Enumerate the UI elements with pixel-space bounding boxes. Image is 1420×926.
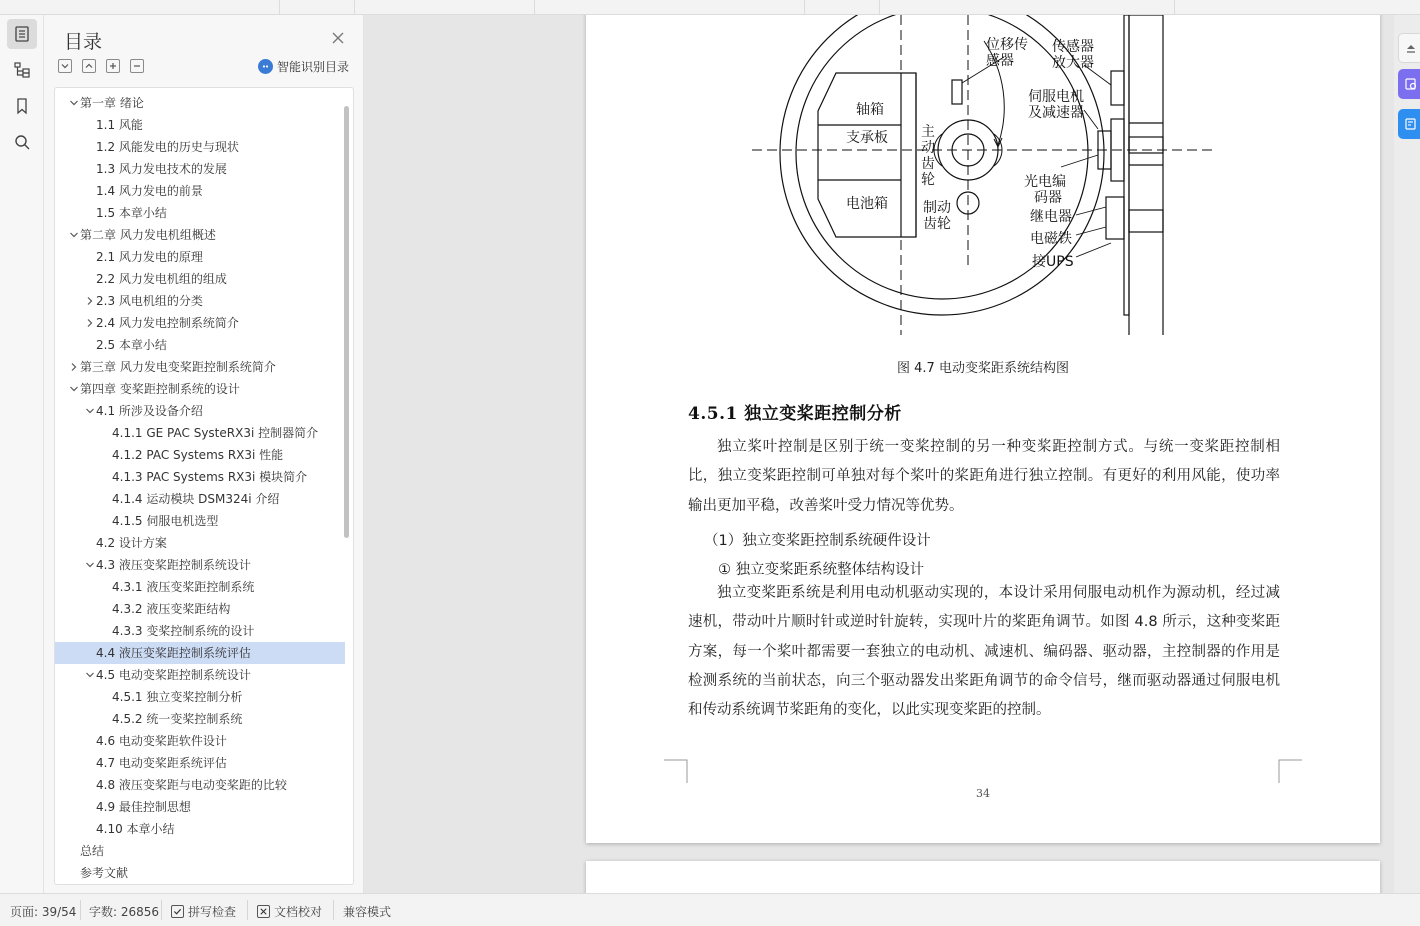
label-main-gear-3: 齿 (921, 156, 935, 172)
toc-item[interactable] (55, 202, 345, 224)
toc-panel (44, 15, 364, 893)
close-icon[interactable] (331, 31, 345, 45)
add-heading-button[interactable] (106, 59, 120, 73)
label-sensor-amplifier-1: 传感器 (1052, 39, 1094, 55)
toolbar-segment (535, 0, 805, 14)
pitch-system-diagram (746, 15, 1226, 335)
label-encoder-1: 光电编 (1024, 174, 1066, 190)
toc-item-label: 2.5 本章小结 (96, 338, 167, 352)
toolbar-segment (880, 0, 1175, 14)
page-number: 34 (976, 787, 990, 800)
toc-item-label: 4.1.3 PAC Systems RX3i 模块简介 (112, 470, 308, 484)
expand-all-button[interactable] (82, 59, 96, 73)
word-count-text: 字数: 26856 (89, 905, 160, 919)
toc-item-label: 1.1 风能 (96, 118, 143, 132)
next-page (586, 861, 1380, 893)
toc-item-label: 4.5.2 统一变桨控制系统 (112, 712, 243, 726)
toc-item[interactable] (55, 532, 345, 554)
toc-item-label: 4.9 最佳控制思想 (96, 800, 191, 814)
toolbar-segment (805, 0, 880, 14)
label-servo-1: 伺服电机 (1028, 89, 1084, 105)
spell-check-button[interactable] (171, 903, 236, 920)
toc-item-label: 4.1.5 伺服电机选型 (112, 514, 219, 528)
toc-item-label: 2.3 风电机组的分类 (96, 294, 203, 308)
toc-item[interactable] (55, 180, 345, 202)
toc-item[interactable] (55, 158, 345, 180)
label-relay: 继电器 (1030, 209, 1072, 225)
right-toolbar (1394, 15, 1420, 893)
toc-item-label: 4.10 本章小结 (96, 822, 175, 836)
toc-item-label: 4.3.2 液压变桨距结构 (112, 602, 231, 616)
subheading-hardware: （1）独立变桨距控制系统硬件设计 (704, 533, 931, 549)
tree-icon (13, 61, 31, 79)
divider (161, 900, 162, 920)
toc-item-label: 1.2 风能发电的历史与现状 (96, 140, 239, 154)
toolbar-segment (355, 0, 535, 14)
body-paragraph: 独立变桨距系统是利用电动机驱动实现的，本设计采用伺服电动机作为源动机，经过减速机，带动叶片顺时针或逆时针旋转，实现叶片的桨距角调节。如图 4.8 所示，这种变桨距方案，每一个桨叶都需要一套独立的电动机、减速机、编码器、驱动器，主控制器的作用是检测系统的当前状态，向三个驱动器发出桨距角调节的命令信号，继而驱动器通过伺服电机和传动系统调节桨距角的变化，以此实现变桨距的控制。 (688, 585, 1280, 719)
toc-item-label: 1.3 风力发电技术的发展 (96, 162, 227, 176)
toc-item[interactable] (55, 92, 345, 114)
word-count[interactable] (89, 903, 159, 920)
margin-mark (664, 759, 688, 783)
toc-item-label: 2.4 风力发电控制系统简介 (96, 316, 239, 330)
chevron-down-icon[interactable] (85, 560, 95, 570)
figure-caption: 图 4.7 电动变桨距系统结构图 (897, 361, 1069, 376)
ai-icon (258, 59, 273, 74)
bookmark-button[interactable] (7, 91, 37, 121)
label-main-gear-4: 轮 (921, 172, 935, 188)
toc-item-label: 4.4 液压变桨距控制系统评估 (96, 646, 251, 660)
outline-icon (13, 25, 31, 43)
toc-item-label: 第四章 变桨距控制系统的设计 (80, 382, 240, 396)
chevron-right-icon[interactable] (69, 362, 79, 372)
label-ups: 接UPS (1032, 254, 1074, 270)
toc-item-label: 4.7 电动变桨距系统评估 (96, 756, 227, 770)
toc-item-label: 4.8 液压变桨距与电动变桨距的比较 (96, 778, 287, 792)
toc-item[interactable] (55, 862, 345, 884)
label-brake-gear-1: 制动 (923, 200, 951, 216)
margin-mark (1278, 759, 1302, 783)
proofread-icon (257, 905, 270, 918)
toc-item[interactable] (55, 268, 345, 290)
toc-item-label: 总结 (80, 844, 105, 858)
label-main-gear-2: 动 (921, 140, 935, 156)
toc-item[interactable] (55, 444, 345, 466)
toc-item-label: 1.5 本章小结 (96, 206, 167, 220)
toc-item[interactable] (55, 422, 345, 444)
toc-item[interactable] (55, 334, 345, 356)
chevron-down-icon[interactable] (85, 406, 95, 416)
toc-item[interactable] (55, 730, 345, 752)
toc-item[interactable] (55, 686, 345, 708)
toc-item[interactable] (55, 796, 345, 818)
label-displacement-sensor-1: 位移传 (986, 37, 1028, 53)
toc-item[interactable] (55, 356, 345, 378)
toc-list (55, 92, 345, 884)
chevron-right-icon[interactable] (85, 296, 95, 306)
label-support-plate: 支承板 (846, 130, 888, 146)
toc-item[interactable] (55, 466, 345, 488)
chevron-down-icon[interactable] (85, 670, 95, 680)
check-icon (171, 905, 184, 918)
toc-item[interactable] (55, 576, 345, 598)
proofread-button[interactable] (257, 903, 322, 920)
subheading-structure: ① 独立变桨距系统整体结构设计 (718, 562, 925, 578)
spell-check-label: 拼写检查 (188, 905, 237, 919)
toc-item-label: 1.4 风力发电的前景 (96, 184, 203, 198)
toc-list-container (54, 87, 354, 885)
divider (333, 900, 334, 920)
toc-item-label: 4.5 电动变桨距控制系统设计 (96, 668, 251, 682)
label-sensor-amplifier-2: 放大器 (1052, 55, 1094, 71)
compat-mode (343, 903, 391, 920)
body-paragraph: 独立桨叶控制是区别于统一变桨控制的另一种变桨距控制方式。与统一变桨距控制相比，独立变桨距控制可单独对每个桨叶的桨距角进行独立控制。有更好的利用风能，使功率输出更加平稳，改善桨叶受力情况等优势。 (688, 439, 1280, 514)
toc-item[interactable] (55, 554, 345, 576)
toc-item[interactable] (55, 510, 345, 532)
chevron-right-icon[interactable] (85, 318, 95, 328)
toc-item-label: 4.2 设计方案 (96, 536, 167, 550)
compat-mode-label: 兼容模式 (343, 905, 392, 919)
toc-item-label: 第二章 风力发电机组概述 (80, 228, 216, 242)
collapse-all-button[interactable] (58, 59, 72, 73)
toc-item[interactable] (55, 840, 345, 862)
plus-icon (108, 61, 118, 71)
toc-item[interactable] (55, 290, 345, 312)
toc-item[interactable] (55, 818, 345, 840)
bookmark-icon (13, 97, 31, 115)
toolbar-segment (280, 0, 355, 14)
chevron-down-icon[interactable] (69, 98, 79, 108)
label-axle-box: 轴箱 (856, 102, 884, 118)
collapse-side-button[interactable] (1398, 33, 1420, 63)
toc-item[interactable] (55, 488, 345, 510)
remove-heading-button[interactable] (130, 59, 144, 73)
toc-item-label: 4.1.1 GE PAC SysteRX3i 控制器简介 (112, 426, 319, 440)
page-indicator[interactable] (10, 903, 76, 920)
navigation-rail (0, 15, 44, 893)
document-viewport (364, 15, 1394, 893)
toc-item-label: 4.1.4 运动模块 DSM324i 介绍 (112, 492, 280, 506)
toc-panel-button[interactable] (7, 19, 37, 49)
toc-item[interactable] (55, 246, 345, 268)
search-icon (13, 133, 31, 151)
toc-item[interactable] (55, 114, 345, 136)
toc-title: 目录 (64, 31, 103, 53)
label-servo-2: 及减速器 (1028, 105, 1084, 121)
toc-tools (58, 59, 144, 73)
edit-pdf-button[interactable] (1398, 109, 1420, 139)
label-battery-box: 电池箱 (846, 196, 888, 212)
toc-item[interactable] (55, 224, 345, 246)
toc-item-label: 4.3.1 液压变桨距控制系统 (112, 580, 255, 594)
toc-item-label: 4.3.3 变桨控制系统的设计 (112, 624, 255, 638)
divider (80, 900, 81, 920)
smart-toc-label: 智能识别目录 (276, 60, 349, 74)
toc-item-label: 4.5.1 独立变桨控制分析 (112, 690, 243, 704)
smart-toc-button[interactable] (258, 58, 349, 75)
page-indicator-text: 页面: 39/54 (10, 905, 77, 919)
toc-item-label: 第一章 绪论 (80, 96, 144, 110)
chevron-down-icon (60, 61, 70, 71)
toolbar-segment (0, 0, 280, 14)
edit-document-icon (1404, 117, 1418, 131)
toc-item-label: 第三章 风力发电变桨距控制系统简介 (80, 360, 276, 374)
ai-assistant-button[interactable] (1398, 69, 1420, 99)
document-page (586, 15, 1380, 843)
toc-item-label: 4.6 电动变桨距软件设计 (96, 734, 227, 748)
search-button[interactable] (7, 127, 37, 157)
toc-item-label: 2.2 风力发电机组的组成 (96, 272, 227, 286)
label-brake-gear-2: 齿轮 (923, 216, 951, 232)
toc-item-label: 4.1.2 PAC Systems RX3i 性能 (112, 448, 284, 462)
chapter-nav-button[interactable] (7, 55, 37, 85)
status-bar (0, 893, 1420, 926)
toc-item[interactable] (55, 400, 345, 422)
eject-icon (1404, 41, 1418, 55)
toc-item[interactable] (55, 708, 345, 730)
top-toolbar-strip (0, 0, 1420, 15)
proofread-label: 文档校对 (274, 905, 323, 919)
chevron-down-icon[interactable] (69, 384, 79, 394)
toc-item[interactable] (55, 642, 345, 664)
toc-item[interactable] (55, 136, 345, 158)
toc-item[interactable] (55, 312, 345, 334)
toc-item-label: 4.1 所涉及设备介绍 (96, 404, 203, 418)
label-encoder-2: 码器 (1034, 190, 1062, 206)
toc-item[interactable] (55, 752, 345, 774)
toc-item[interactable] (55, 774, 345, 796)
label-displacement-sensor-2: 感器 (986, 53, 1014, 69)
toc-item-label: 2.1 风力发电的原理 (96, 250, 203, 264)
chevron-down-icon[interactable] (69, 230, 79, 240)
document-ai-icon (1404, 77, 1418, 91)
toc-item[interactable] (55, 598, 345, 620)
chevron-up-icon (84, 61, 94, 71)
label-main-gear-1: 主 (921, 124, 935, 140)
toc-item[interactable] (55, 664, 345, 686)
section-heading: 4.5.1 独立变桨距控制分析 (688, 404, 902, 424)
divider (247, 900, 248, 920)
scrollbar-thumb[interactable] (344, 106, 349, 538)
label-magnet: 电磁铁 (1030, 231, 1072, 247)
toc-item[interactable] (55, 620, 345, 642)
toc-item[interactable] (55, 378, 345, 400)
toc-item-label: 4.3 液压变桨距控制系统设计 (96, 558, 251, 572)
minus-icon (132, 61, 142, 71)
toc-item-label: 参考文献 (80, 866, 129, 880)
